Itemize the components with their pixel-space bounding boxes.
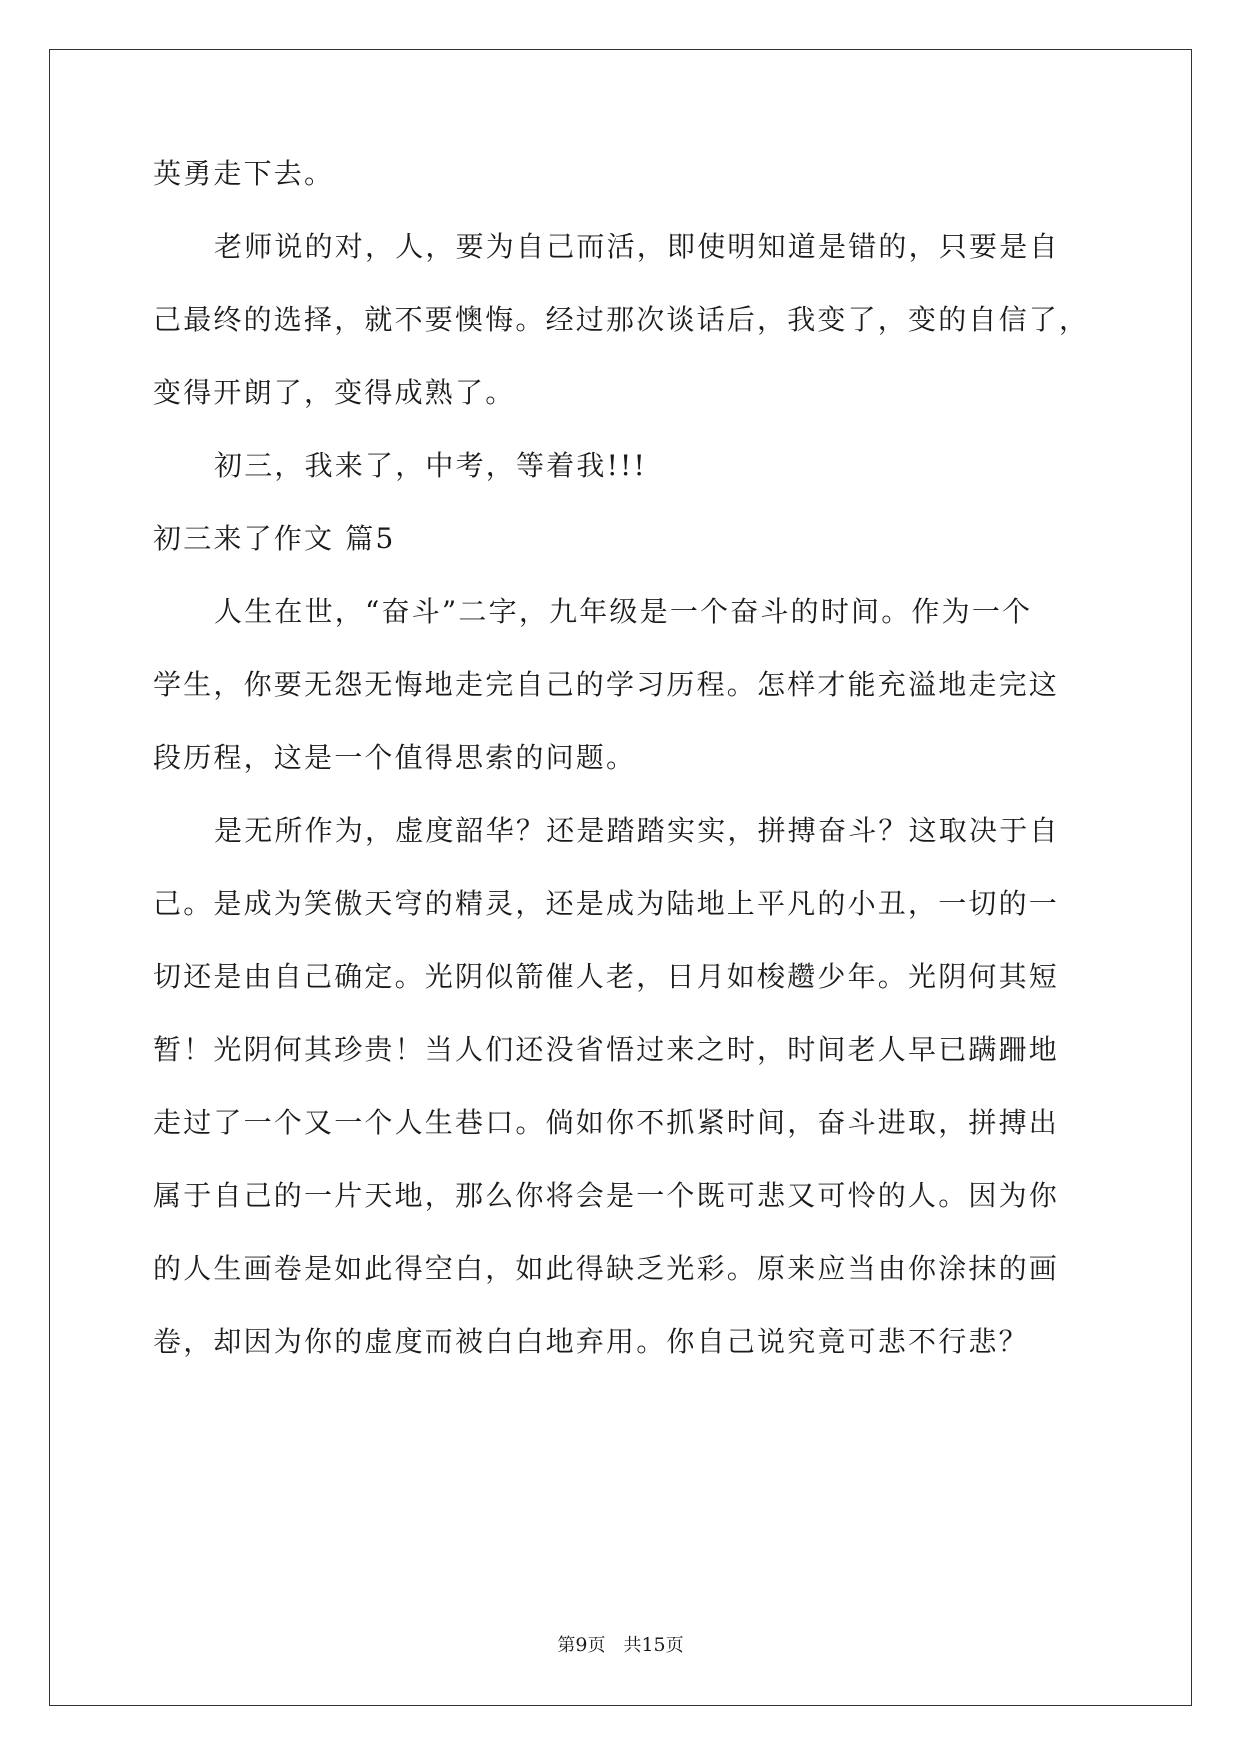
page-border [49, 49, 1192, 1706]
footer-total-pages: 15 [641, 1634, 666, 1656]
body-line-12: 切还是由自己确定。光阴似箭催人老，日月如梭趱少年。光阴何其短 [153, 960, 1060, 993]
body-line-14: 走过了一个又一个人生巷口。倘如你不抓紧时间，奋斗进取，拼搏出 [153, 1106, 1060, 1139]
body-line-1: 英勇走下去。 [153, 157, 335, 190]
footer-prefix: 第 [557, 1635, 576, 1656]
footer-page-suffix: 页 [587, 1635, 606, 1656]
body-line-5: 初三，我来了，中考，等着我!!! [214, 449, 647, 482]
body-line-15: 属于自己的一片天地，那么你将会是一个既可悲又可怜的人。因为你 [153, 1179, 1060, 1212]
body-line-9: 段历程，这是一个值得思索的问题。 [153, 741, 637, 774]
footer-page-number: 9 [575, 1634, 588, 1656]
body-line-4: 变得开朗了，变得成熟了。 [153, 376, 516, 409]
body-line-11: 己。是成为笑傲天穹的精灵，还是成为陆地上平凡的小丑，一切的一 [153, 887, 1060, 920]
footer-total-prefix: 共 [623, 1635, 642, 1656]
body-line-2: 老师说的对，人，要为自己而活，即使明知道是错的，只要是自 [214, 230, 1060, 263]
body-line-8: 学生，你要无怨无悔地走完自己的学习历程。怎样才能充溢地走完这 [153, 668, 1060, 701]
body-line-16: 的人生画卷是如此得空白，如此得缺乏光彩。原来应当由你涂抹的画 [153, 1252, 1060, 1285]
body-line-7: 人生在世，“奋斗”二字，九年级是一个奋斗的时间。作为一个 [214, 595, 1033, 628]
body-line-10: 是无所作为，虚度韶华？还是踏踏实实，拼搏奋斗？这取决于自 [214, 814, 1060, 847]
section-heading: 初三来了作文 篇5 [153, 522, 396, 555]
footer-total-suffix: 页 [665, 1635, 684, 1656]
page-footer [0, 1633, 1241, 1658]
body-line-13: 暂！光阴何其珍贵！当人们还没省悟过来之时，时间老人早已蹒跚地 [153, 1033, 1060, 1066]
body-line-3: 己最终的选择，就不要懊悔。经过那次谈话后，我变了，变的自信了， [153, 303, 1090, 336]
body-line-17: 卷，却因为你的虚度而被白白地弃用。你自己说究竟可悲不行悲？ [153, 1325, 1029, 1358]
